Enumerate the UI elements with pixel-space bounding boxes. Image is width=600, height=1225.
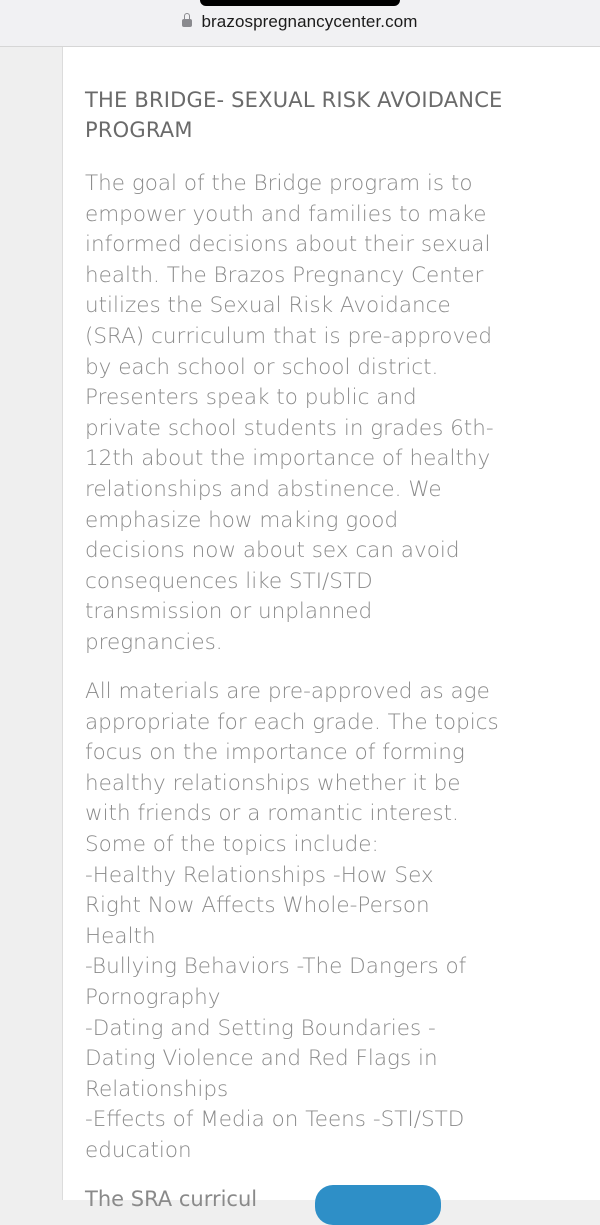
url-display[interactable] (0, 12, 600, 32)
page-title: THE BRIDGE- SEXUAL RISK AVOIDANCE PROGRAM (85, 88, 503, 142)
cut-off-paragraph: The SRA curricul (85, 1187, 258, 1211)
browser-address-bar[interactable] (0, 0, 600, 47)
lock-icon (182, 19, 192, 27)
article-content (62, 47, 600, 1211)
device-notch (200, 0, 400, 6)
page-viewport[interactable] (0, 47, 600, 1211)
url-text: brazospregnancycenter.com (201, 12, 418, 31)
article-paragraph-1: The goal of the Bridge program is to empower youth and families to make informed decisions about their sexual health. The Brazos Pregnancy Center utilizes the Sexual Risk Avoidance (SRA) curriculum that is pre-approved by each school or school district. Presenters speak to public and private school students in grades 6th- 12th about the importance of healthy relationships and abstinence. We emphasize how making good decisions now about sex can avoid consequences like STI/STD transmission or unplanned pregnancies. (85, 171, 494, 655)
article-paragraph-2: All materials are pre-approved as age appropriate for each grade. The topics focus on the importance of forming healthy relationships whether it be with friends or a romantic interest. Some of the topics include: -Healthy Relationships -How Sex Right Now Affects Whole-Person Health -Bullying Behaviors -The Dangers of Pornography -Dating and Setting Boundaries - Dating Violence and Red Flags in Relationships -Effects of Media on Teens -STI/STD education (85, 679, 499, 1163)
cta-button[interactable] (315, 1185, 441, 1225)
